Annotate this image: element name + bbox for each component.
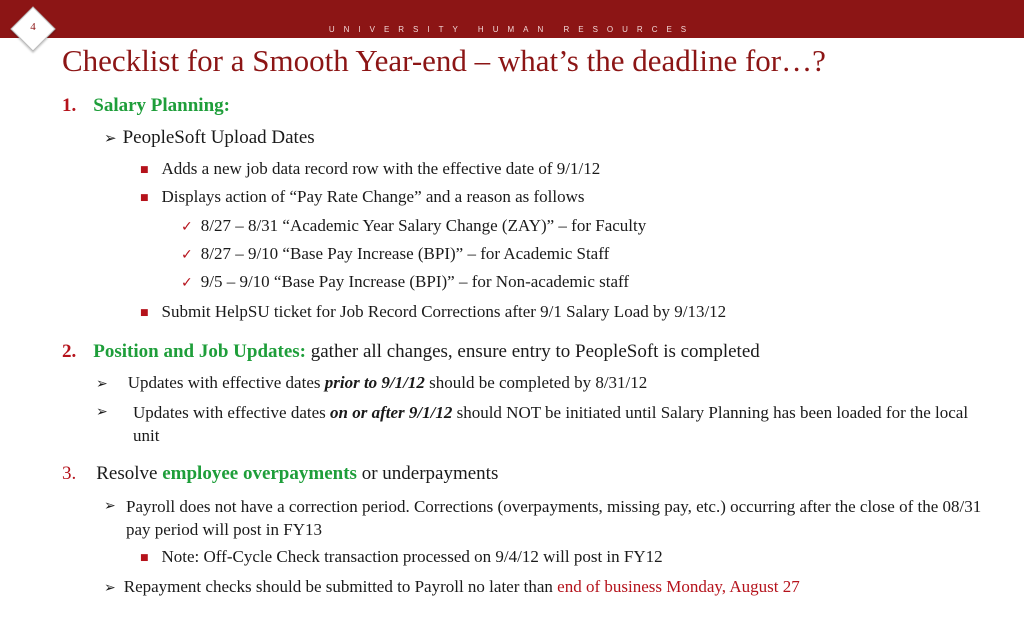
section-3-item-1: Payroll does not have a correction period. Corrections (overpayments, missing pay, etc.) occurring after the close of the 08/31 pay period will post in FY13 bbox=[126, 497, 982, 539]
section-2-number: 2. bbox=[62, 341, 77, 362]
section-1-heading bbox=[62, 95, 230, 117]
section-3-highlight: employee overpayments bbox=[162, 463, 357, 484]
header-divider bbox=[0, 38, 1024, 40]
section-2-title: Position and Job Updates: bbox=[93, 341, 306, 362]
checkmark-icon: ✓ bbox=[181, 275, 193, 291]
section-2-item-1: ➢ Updates with effective dates prior to 9/1/12 should be completed by 8/31/12 bbox=[96, 373, 648, 392]
section-1-number: 1. bbox=[62, 95, 77, 116]
page-number: 4 bbox=[30, 21, 36, 33]
section-1-check-1: ✓ 8/27 – 8/31 “Academic Year Salary Change (ZAY)” – for Faculty bbox=[181, 216, 647, 235]
slide-title: Checklist for a Smooth Year-end – what’s the deadline for…? bbox=[62, 43, 826, 78]
section-2-item-2: Updates with effective dates on or after 9/1/12 should NOT be initiated until Salary Planning has been loaded for the local unit bbox=[133, 403, 969, 445]
section-1-subheading: ➢ PeopleSoft Upload Dates bbox=[104, 127, 315, 148]
section-3-note: ■ Note: Off-Cycle Check transaction processed on 9/4/12 will post in FY12 bbox=[140, 547, 663, 566]
section-2-heading: 2. Position and Job Updates: gather all changes, ensure entry to PeopleSoft is completed bbox=[62, 341, 760, 362]
square-bullet-icon: ■ bbox=[140, 308, 149, 318]
section-3-heading: 3. Resolve employee overpayments or underpayments bbox=[62, 463, 499, 484]
section-1-bullet-2: ■ Displays action of “Pay Rate Change” and a reason as follows bbox=[140, 187, 585, 206]
section-3-item-2: ➢ Repayment checks should be submitted to Payroll no later than end of business Monday, August 27 bbox=[104, 577, 800, 596]
arrow-bullet-icon: ➢ bbox=[104, 498, 116, 514]
square-bullet-icon: ■ bbox=[140, 193, 149, 203]
arrow-bullet-icon: ➢ bbox=[104, 580, 116, 596]
header-banner: UNIVERSITY HUMAN RESOURCES bbox=[328, 25, 696, 34]
arrow-bullet-icon: ➢ bbox=[104, 129, 117, 147]
section-1-title: Salary Planning: bbox=[93, 95, 230, 116]
section-1-check-3: ✓ 9/5 – 9/10 “Base Pay Increase (BPI)” – for Non-academic staff bbox=[181, 272, 630, 291]
section-3-number: 3. bbox=[62, 463, 77, 484]
arrow-bullet-icon: ➢ bbox=[96, 404, 108, 420]
checkmark-icon: ✓ bbox=[181, 219, 193, 235]
square-bullet-icon: ■ bbox=[140, 165, 149, 175]
checkmark-icon: ✓ bbox=[181, 247, 193, 263]
square-bullet-icon: ■ bbox=[140, 553, 149, 563]
section-2-item-2-marker bbox=[96, 401, 108, 421]
section-1-bullet-3: ■ Submit HelpSU ticket for Job Record Corrections after 9/1 Salary Load by 9/13/12 bbox=[140, 302, 727, 321]
arrow-bullet-icon: ➢ bbox=[96, 376, 108, 392]
section-3-item-1-marker bbox=[104, 495, 116, 515]
repayment-deadline: end of business Monday, August 27 bbox=[557, 577, 800, 596]
section-1-check-2: ✓ 8/27 – 9/10 “Base Pay Increase (BPI)” – for Academic Staff bbox=[181, 244, 610, 263]
section-1-bullet-1: ■ Adds a new job data record row with the effective date of 9/1/12 bbox=[140, 159, 601, 178]
